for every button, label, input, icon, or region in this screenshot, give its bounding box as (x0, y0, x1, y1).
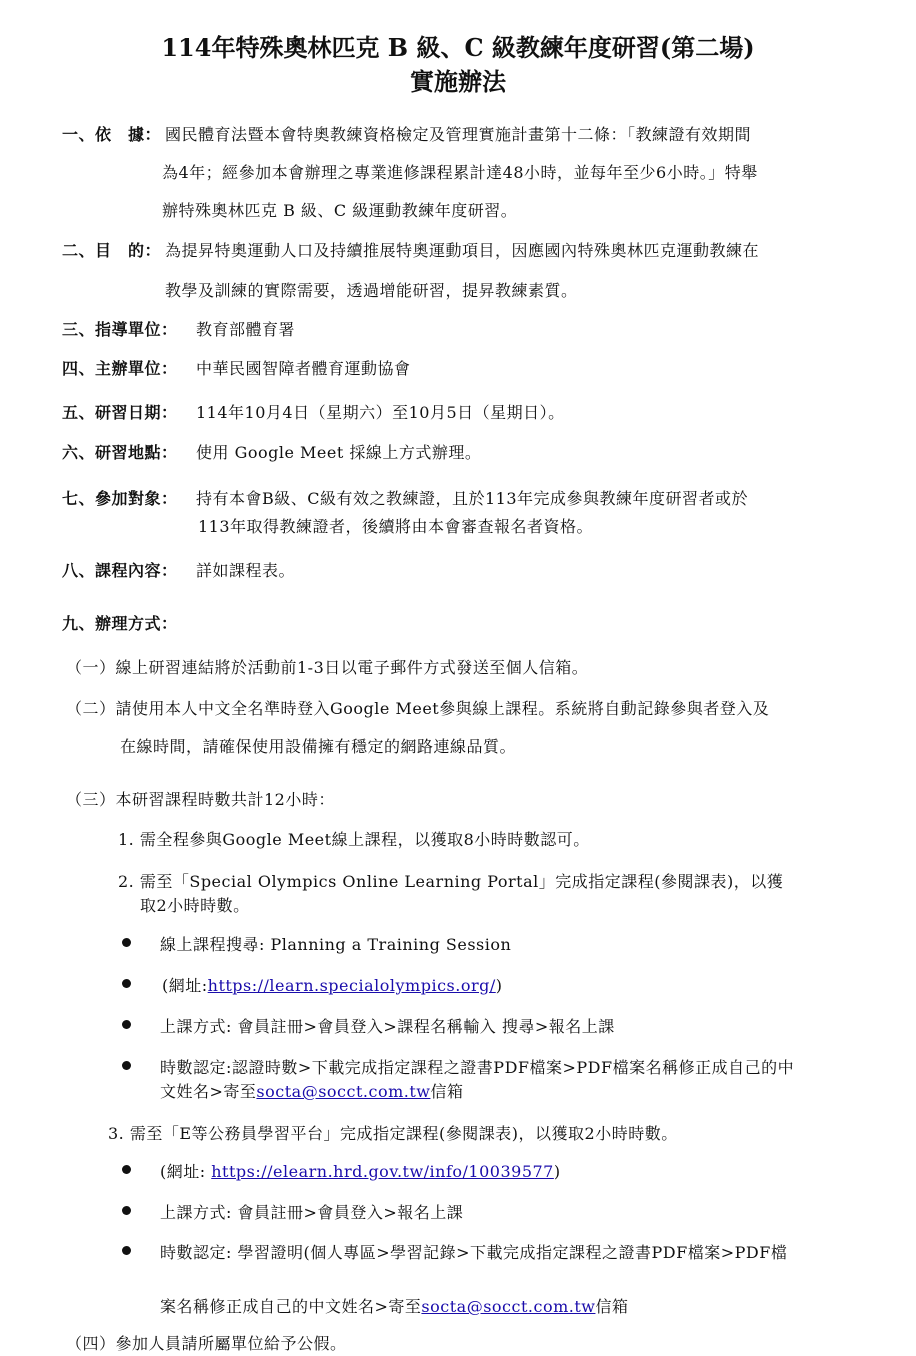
bullet-text (160, 1079, 463, 1102)
bullet-icon (122, 1206, 131, 1215)
item-3-3: 3. 需至「E等公務員學習平台」完成指定課程(參閱課表)，以獲取2小時時數。 (108, 1124, 678, 1143)
url-suffix: ) (495, 976, 503, 995)
bullet-icon (122, 979, 131, 988)
item-3: （三）本研習課程時數共計12小時： (66, 790, 335, 809)
section-8-label: 八、課程內容： (62, 561, 178, 580)
section-3-label: 三、指導單位： (62, 320, 178, 339)
text-suffix: 信箱 (595, 1297, 629, 1316)
bullet-text: 時數認定: 學習證明(個人專區>學習記錄>下載完成指定課程之證書PDF檔案>PDF檔 (160, 1243, 788, 1262)
section-5-label: 五、研習日期： (62, 403, 178, 422)
section-1-text: 為4年；經參加本會辦理之專業進修課程累計達48小時，並每年至少6小時。」特舉 (162, 163, 758, 182)
bullet-text: 線上課程搜尋: Planning a Training Session (160, 935, 512, 954)
section-4-text: 中華民國智障者體育運動協會 (196, 359, 411, 378)
section-3-text: 教育部體育署 (196, 320, 296, 339)
bullet-icon (122, 1020, 131, 1029)
bullet-icon (122, 1061, 131, 1070)
bullet-text (162, 973, 503, 996)
section-7-text: 持有本會B級、C級有效之教練證，且於113年完成參與教練年度研習者或於 (196, 489, 749, 508)
learning-portal-link[interactable]: https://learn.specialolympics.org/ (207, 976, 496, 995)
item-2: （二）請使用本人中文全名準時登入Google Meet參與線上課程。系統將自動記錄參與者登入及 (66, 699, 770, 718)
bullet-icon (122, 1165, 131, 1174)
elearn-link[interactable]: https://elearn.hrd.gov.tw/info/10039577 (211, 1162, 554, 1181)
item-4: （四）參加人員請所屬單位給予公假。 (66, 1334, 347, 1353)
bullet-text (160, 1294, 628, 1317)
item-1: （一）線上研習連結將於活動前1-3日以電子郵件方式發送至個人信箱。 (66, 658, 589, 677)
section-9-label: 九、辦理方式： (62, 614, 178, 633)
section-2-text: 教學及訓練的實際需要，透過增能研習，提昇教練素質。 (165, 281, 578, 300)
section-6-text: 使用 Google Meet 採線上方式辦理。 (196, 443, 482, 462)
item-2: 在線時間，請確保使用設備擁有穩定的網路連線品質。 (120, 737, 517, 756)
section-1-text: 辦特殊奧林匹克 B 級、C 級運動教練年度研習。 (162, 201, 518, 220)
text-suffix: 信箱 (430, 1082, 464, 1101)
section-4-label: 四、主辦單位： (62, 359, 178, 378)
bullet-icon (122, 938, 131, 947)
bullet-text (160, 1159, 561, 1182)
section-5-text: 114年10月4日（星期六）至10月5日（星期日）。 (196, 403, 565, 422)
section-2-text: 為提昇特奧運動人口及持續推展特奧運動項目，因應國內特殊奧林匹克運動教練在 (165, 241, 760, 260)
bullet-text: 上課方式: 會員註冊>會員登入>課程名稱輸入 搜尋>報名上課 (160, 1017, 615, 1036)
bullet-icon (122, 1246, 131, 1255)
section-2-label: 二、目 的： (62, 241, 162, 260)
url-prefix: (網址: (160, 1162, 212, 1181)
section-1-label: 一、依 據： (62, 125, 162, 144)
url-prefix: (網址: (162, 976, 208, 995)
item-3-1: 1. 需全程參與Google Meet線上課程，以獲取8小時時數認可。 (118, 830, 590, 849)
item-3-2: 取2小時時數。 (140, 896, 250, 915)
section-6-label: 六、研習地點： (62, 443, 178, 462)
section-8-text: 詳如課程表。 (196, 561, 296, 580)
email-link[interactable]: socta@socct.com.tw (256, 1082, 431, 1101)
section-1-text: 國民體育法暨本會特奧教練資格檢定及管理實施計畫第十二條：「教練證有效期間 (165, 125, 752, 144)
bullet-text: 時數認定:認證時數>下載完成指定課程之證書PDF檔案>PDF檔案名稱修正成自己的中 (160, 1058, 795, 1077)
bullet-text: 上課方式: 會員註冊>會員登入>報名上課 (160, 1203, 464, 1222)
document-title: 114年特殊奧林匹克 B 級、C 級教練年度研習(第二場) (161, 33, 755, 62)
url-suffix: ) (553, 1162, 561, 1181)
document-subtitle: 實施辦法 (410, 67, 506, 96)
text-prefix: 案名稱修正成自己的中文姓名>寄至 (160, 1297, 422, 1316)
section-7-label: 七、參加對象： (62, 489, 178, 508)
text-prefix: 文姓名>寄至 (160, 1082, 257, 1101)
section-7-text: 113年取得教練證者，後續將由本會審查報名者資格。 (198, 517, 594, 536)
item-3-2: 2. 需至「Special Olympics Online Learning Portal」完成指定課程(參閱課表)，以獲 (118, 872, 784, 891)
email-link[interactable]: socta@socct.com.tw (421, 1297, 596, 1316)
